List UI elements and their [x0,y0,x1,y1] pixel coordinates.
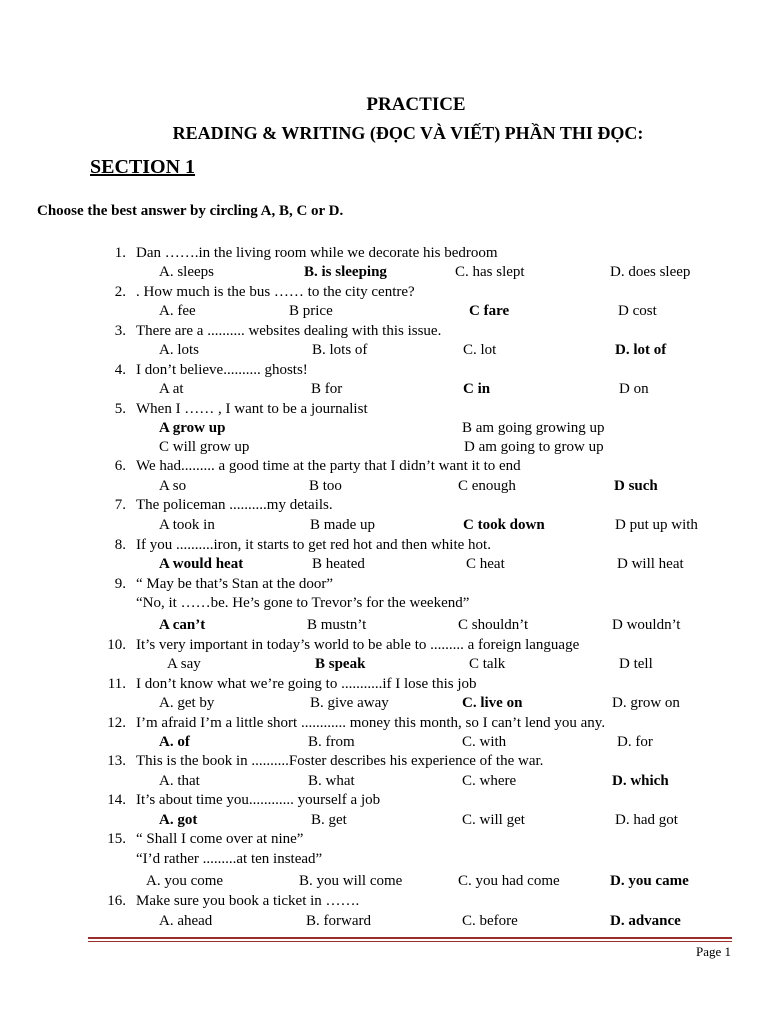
answer-option: B mustn’t [307,617,367,633]
answer-option: B. from [308,734,355,750]
question-text: It’s about time you............ yourself a job [136,792,381,808]
answer-option: B heated [312,556,365,572]
answer-option-correct: D. lot of [615,342,667,358]
page-number: Page 1 [695,944,731,959]
page-title: PRACTICE [366,94,466,115]
question-number: 11. [107,676,126,692]
question-text: If you ..........iron, it starts to get red hot and then white hot. [136,537,491,553]
question-text: We had......... a good time at the party that I didn’t want it to end [136,458,521,474]
answer-option: A say [167,656,201,672]
question-text: There are a .......... websites dealing with this issue. [136,323,442,339]
question-text: I don’t believe.......... ghosts! [136,362,308,378]
answer-option: C enough [458,478,516,494]
answer-option-correct: D. which [612,773,669,789]
question-text: When I …… , I want to be a journalist [136,401,368,417]
answer-option: C heat [466,556,505,572]
question-text: Make sure you book a ticket in ……. [136,893,360,909]
question-number: 3. [114,323,126,339]
answer-option-correct: C in [463,381,491,397]
answer-option: B am going growing up [462,420,605,436]
answer-option: B price [289,303,333,319]
answer-option: D will heat [617,556,684,572]
answer-option: A at [159,381,184,397]
answer-option: C. with [462,734,507,750]
answer-option: D am going to grow up [464,439,604,455]
question-text: This is the book in ..........Foster describes his experience of the war. [136,753,544,769]
answer-option: C. lot [463,342,497,358]
question-number: 4. [114,362,126,378]
question-text: “I’d rather .........at ten instead” [136,851,323,867]
question-text: Dan …….in the living room while we decorate his bedroom [136,245,498,261]
question-text: . How much is the bus …… to the city centre? [136,284,415,300]
answer-option: B made up [310,517,375,533]
answer-option: D put up with [615,517,698,533]
question-number: 6. [114,458,126,474]
answer-option-correct: C fare [469,303,510,319]
question-number: 5. [114,401,126,417]
answer-option-correct: D. advance [610,913,681,929]
question-number: 16. [107,893,126,909]
answer-option: C will grow up [159,439,250,455]
answer-option: B. get [311,812,347,828]
answer-option: A. ahead [159,913,213,929]
answer-option: D on [619,381,649,397]
footer-rule [88,937,732,939]
answer-option: B. give away [310,695,389,711]
answer-option: B. you will come [299,873,403,889]
answer-option: A. fee [159,303,196,319]
answer-option: C. has slept [455,264,525,280]
question-text: I don’t know what we’re going to ...........if I lose this job [136,676,477,692]
question-text: “ Shall I come over at nine” [136,831,304,847]
question-number: 14. [107,792,126,808]
footer-rule-thin [88,941,732,942]
question-number: 12. [107,715,126,731]
question-number: 7. [114,497,126,513]
section-heading: SECTION 1 [90,156,196,178]
answer-option-correct: A. of [159,734,190,750]
answer-option: C. where [462,773,517,789]
answer-option: C. will get [462,812,525,828]
answer-option: C. you had come [458,873,560,889]
answer-option: A. sleeps [159,264,214,280]
answer-option: C shouldn’t [458,617,529,633]
answer-option-correct: B speak [315,656,366,672]
question-number: 15. [107,831,126,847]
answer-option: B too [309,478,342,494]
answer-option: D. grow on [612,695,680,711]
answer-option: D. does sleep [610,264,691,280]
answer-option-correct: A. got [159,812,198,828]
answer-option: D. for [617,734,653,750]
question-text: “No, it ……be. He’s gone to Trevor’s for the weekend” [136,595,470,611]
answer-option-correct: A can’t [159,617,206,633]
answer-option: A. that [159,773,200,789]
question-number: 2. [114,284,126,300]
question-text: The policeman ..........my details. [136,497,333,513]
answer-option-correct: D. you came [610,873,689,889]
answer-option: A. lots [159,342,200,358]
answer-option-correct: A would heat [159,556,244,572]
answer-option: C. before [462,913,518,929]
answer-option: D tell [619,656,653,672]
question-number: 13. [107,753,126,769]
question-number: 10. [107,637,126,653]
question-text: “ May be that’s Stan at the door” [136,576,334,592]
page-subtitle: READING & WRITING (ĐỌC VÀ VIẾT) PHẦN THI ĐỌC: [172,123,644,143]
answer-option: C talk [469,656,506,672]
answer-option-correct: D such [614,478,658,494]
question-number: 1. [114,245,126,261]
question-text: I’m afraid I’m a little short ............ money this month, so I can’t lend you any. [136,715,606,731]
answer-option-correct: C. live on [462,695,523,711]
answer-option: A so [159,478,187,494]
answer-option-correct: B. is sleeping [304,264,387,280]
answer-option: B. lots of [312,342,368,358]
answer-option-correct: A grow up [159,420,226,436]
answer-option: A took in [159,517,215,533]
answer-option: D. had got [615,812,678,828]
answer-option: B. forward [306,913,371,929]
question-number: 8. [114,537,126,553]
instruction-text: Choose the best answer by circling A, B, C or D. [37,203,344,219]
answer-option: A. get by [159,695,215,711]
answer-option: D wouldn’t [612,617,681,633]
answer-option: D cost [618,303,657,319]
answer-option-correct: C took down [463,517,545,533]
answer-option: B. what [308,773,355,789]
question-number: 9. [114,576,126,592]
answer-option: B for [311,381,343,397]
question-text: It’s very important in today’s world to be able to ......... a foreign language [136,637,580,653]
answer-option: A. you come [146,873,224,889]
